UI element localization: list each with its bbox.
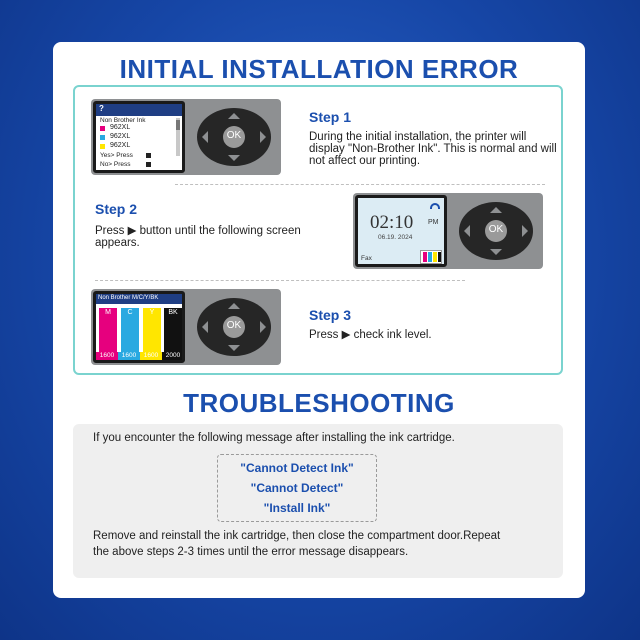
divider bbox=[95, 280, 465, 281]
cartridge-item: 962XL bbox=[110, 142, 131, 149]
ink-bars-icon bbox=[420, 250, 442, 264]
lcd-screen-step2 bbox=[355, 195, 447, 267]
screen-label: Non Brother Ink bbox=[100, 117, 146, 124]
step2-text: Press ▶ button until the following screen appears. bbox=[95, 225, 301, 249]
screen-help-icon: ? bbox=[99, 104, 104, 113]
troubleshooting-intro: If you encounter the following message after installing the ink cartridge. bbox=[93, 432, 455, 444]
ok-button[interactable]: OK bbox=[226, 130, 242, 141]
fax-label: Fax bbox=[361, 255, 372, 262]
troubleshooting-title: TROUBLESHOOTING bbox=[183, 388, 455, 418]
ok-button[interactable]: OK bbox=[488, 224, 504, 235]
ok-button[interactable]: OK bbox=[226, 320, 242, 331]
screen-yes-hint: Yes> Press bbox=[100, 152, 133, 159]
error-messages-box bbox=[217, 454, 377, 522]
error-message: "Install Ink" bbox=[263, 501, 331, 515]
step2-title: Step 2 bbox=[95, 201, 138, 217]
steps-panel bbox=[73, 85, 563, 375]
ink-screen-header: Non Brother M/C/Y/BK bbox=[98, 295, 159, 301]
lcd-screen-step3 bbox=[93, 291, 185, 363]
dpad-step3[interactable] bbox=[195, 296, 273, 358]
error-message: "Cannot Detect Ink" bbox=[240, 461, 354, 475]
step1-text: During the initial installation, the printer will display "Non-Brother Ink". This is normal and will not affect our printing. bbox=[309, 131, 557, 167]
ink-level-value: 1600 bbox=[118, 352, 140, 362]
printer-panel-step3 bbox=[91, 289, 281, 365]
cartridge-item: 962XL bbox=[110, 133, 131, 140]
clock-date: 06.19. 2024 bbox=[378, 234, 413, 241]
divider bbox=[175, 184, 545, 185]
printer-panel-step2 bbox=[353, 193, 543, 269]
step1-title: Step 1 bbox=[309, 109, 352, 125]
dpad-step2[interactable] bbox=[457, 200, 535, 262]
ink-color-label: M bbox=[105, 309, 111, 316]
troubleshooting-instructions: Remove and reinstall the ink cartridge, then close the compartment door.Repeat the above steps 2-3 times until the error message disappears. bbox=[93, 530, 501, 558]
ink-color-label: C bbox=[127, 309, 133, 316]
cartridge-item: 962XL bbox=[110, 124, 131, 131]
step3-title: Step 3 bbox=[309, 307, 352, 323]
ink-color-label: Y bbox=[149, 309, 155, 316]
wifi-icon bbox=[430, 203, 440, 209]
clock-ampm: PM bbox=[428, 219, 439, 226]
printer-panel-step1 bbox=[91, 99, 281, 175]
page-title: INITIAL INSTALLATION ERROR bbox=[119, 54, 519, 84]
ink-color-label: BK bbox=[168, 309, 178, 316]
instruction-card bbox=[53, 42, 585, 598]
lcd-screen-step1 bbox=[93, 101, 185, 173]
troubleshooting-panel bbox=[73, 424, 563, 578]
ink-level-value: 1600 bbox=[140, 352, 162, 362]
screen-no-hint: No> Press bbox=[100, 161, 131, 168]
error-message: "Cannot Detect" bbox=[250, 481, 344, 495]
ink-level-value: 2000 bbox=[162, 352, 184, 362]
step3-text: Press ▶ check ink level. bbox=[309, 329, 432, 341]
clock-time: 02:10 bbox=[370, 212, 414, 233]
ink-level-value: 1600 bbox=[96, 352, 118, 362]
dpad-step1[interactable] bbox=[195, 106, 273, 168]
